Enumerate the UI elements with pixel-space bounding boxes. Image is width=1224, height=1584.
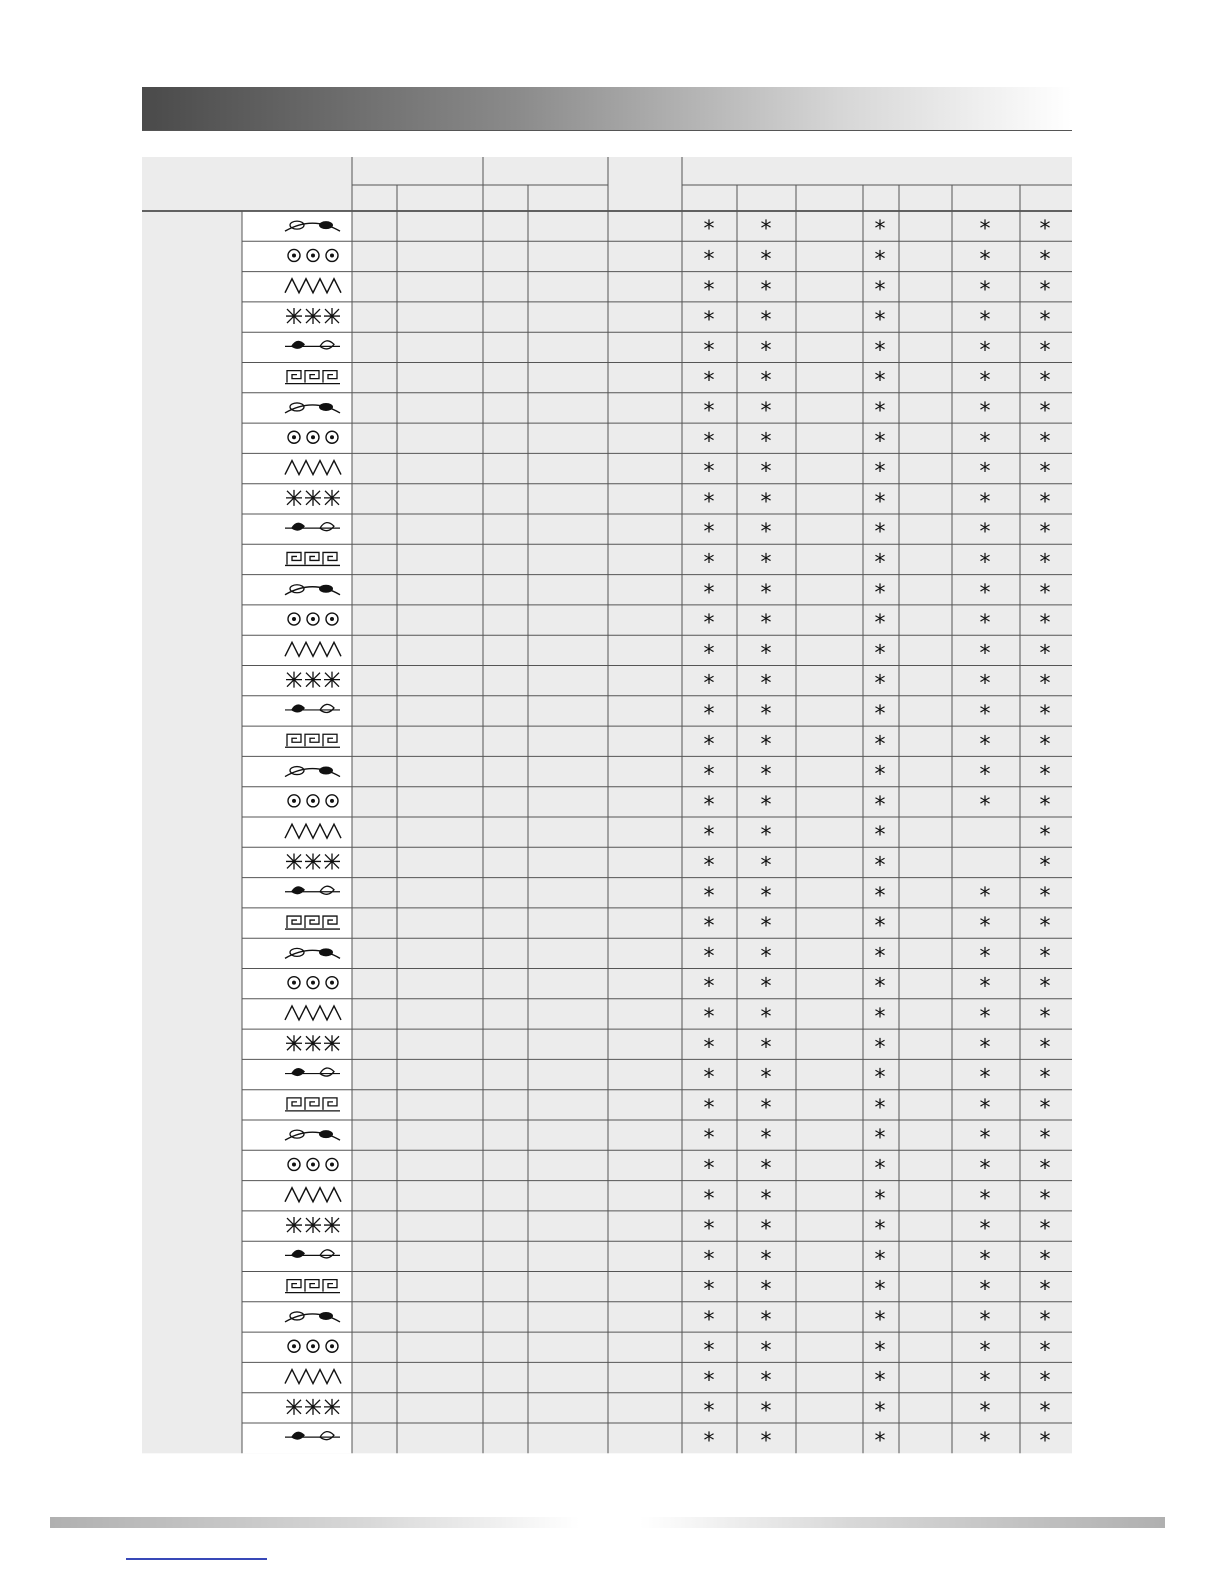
availability-star: * <box>1039 1338 1051 1364</box>
availability-star: * <box>703 1398 715 1424</box>
pattern-icon-column <box>242 211 352 1453</box>
availability-star: * <box>760 732 772 758</box>
availability-star: * <box>760 277 772 303</box>
availability-star: * <box>703 1065 715 1091</box>
availability-star: * <box>703 1247 715 1273</box>
availability-star: * <box>874 883 886 909</box>
availability-star: * <box>1039 641 1051 667</box>
availability-star: * <box>760 701 772 727</box>
availability-star: * <box>979 338 991 364</box>
availability-star: * <box>703 1338 715 1364</box>
availability-star: * <box>874 1095 886 1121</box>
availability-star: * <box>874 1247 886 1273</box>
availability-star: * <box>1039 1429 1051 1455</box>
availability-star: * <box>703 1095 715 1121</box>
availability-star: * <box>703 368 715 394</box>
availability-star: * <box>1039 550 1051 576</box>
availability-star: * <box>874 701 886 727</box>
availability-star: * <box>1039 247 1051 273</box>
availability-star: * <box>760 1277 772 1303</box>
availability-star: * <box>874 914 886 940</box>
availability-star: * <box>760 459 772 485</box>
availability-star: * <box>703 580 715 606</box>
availability-star: * <box>760 217 772 243</box>
footer-bar-right <box>640 1517 1165 1528</box>
availability-star: * <box>703 732 715 758</box>
availability-star: * <box>979 398 991 424</box>
availability-star: * <box>703 914 715 940</box>
availability-star: * <box>979 671 991 697</box>
availability-star: * <box>874 368 886 394</box>
availability-star: * <box>979 550 991 576</box>
availability-star: * <box>760 1307 772 1333</box>
availability-star: * <box>979 762 991 788</box>
availability-star: * <box>979 974 991 1000</box>
availability-star: * <box>874 853 886 879</box>
availability-star: * <box>760 520 772 546</box>
availability-star: * <box>979 883 991 909</box>
availability-star: * <box>703 1217 715 1243</box>
availability-star: * <box>979 611 991 637</box>
availability-star: * <box>979 1307 991 1333</box>
availability-star: * <box>1039 792 1051 818</box>
availability-star: * <box>703 883 715 909</box>
availability-star: * <box>979 1368 991 1394</box>
availability-star: * <box>1039 671 1051 697</box>
availability-star: * <box>703 701 715 727</box>
availability-star: * <box>979 580 991 606</box>
availability-star: * <box>979 1429 991 1455</box>
availability-star: * <box>703 853 715 879</box>
availability-star: * <box>1039 459 1051 485</box>
availability-star: * <box>979 429 991 455</box>
availability-star: * <box>874 277 886 303</box>
availability-star: * <box>1039 368 1051 394</box>
availability-star: * <box>979 1004 991 1030</box>
availability-star: * <box>874 550 886 576</box>
availability-star: * <box>874 338 886 364</box>
availability-star: * <box>979 1277 991 1303</box>
availability-star: * <box>760 1095 772 1121</box>
availability-star: * <box>874 1156 886 1182</box>
availability-star: * <box>703 550 715 576</box>
availability-star: * <box>760 974 772 1000</box>
availability-star: * <box>1039 308 1051 334</box>
availability-star: * <box>760 368 772 394</box>
availability-star: * <box>760 823 772 849</box>
availability-star: * <box>1039 1398 1051 1424</box>
availability-star: * <box>760 550 772 576</box>
availability-star: * <box>874 823 886 849</box>
availability-star: * <box>874 1429 886 1455</box>
availability-star: * <box>874 1398 886 1424</box>
availability-star: * <box>1039 611 1051 637</box>
availability-star: * <box>760 338 772 364</box>
availability-star: * <box>703 429 715 455</box>
availability-star: * <box>703 1186 715 1212</box>
availability-star: * <box>874 1368 886 1394</box>
availability-star: * <box>760 1065 772 1091</box>
availability-star: * <box>979 368 991 394</box>
availability-star: * <box>760 1338 772 1364</box>
availability-star: * <box>874 641 886 667</box>
availability-star: * <box>874 792 886 818</box>
availability-star: * <box>1039 1186 1051 1212</box>
availability-star: * <box>703 338 715 364</box>
availability-star: * <box>760 489 772 515</box>
availability-star: * <box>979 1398 991 1424</box>
availability-star: * <box>1039 883 1051 909</box>
availability-star: * <box>979 277 991 303</box>
availability-star: * <box>1039 974 1051 1000</box>
availability-star: * <box>874 1035 886 1061</box>
availability-star: * <box>1039 1277 1051 1303</box>
availability-star: * <box>760 1368 772 1394</box>
availability-star: * <box>760 641 772 667</box>
availability-star: * <box>874 217 886 243</box>
availability-star: * <box>874 247 886 273</box>
availability-star: * <box>703 1156 715 1182</box>
availability-star: * <box>703 308 715 334</box>
availability-star: * <box>979 1035 991 1061</box>
availability-star: * <box>760 1126 772 1152</box>
lotus-icon <box>286 308 340 324</box>
availability-star: * <box>1039 1004 1051 1030</box>
availability-star: * <box>703 944 715 970</box>
availability-star: * <box>1039 732 1051 758</box>
availability-star: * <box>979 520 991 546</box>
availability-star: * <box>703 520 715 546</box>
availability-star: * <box>1039 701 1051 727</box>
availability-star: * <box>1039 580 1051 606</box>
availability-star: * <box>703 1035 715 1061</box>
availability-star: * <box>979 732 991 758</box>
availability-star: * <box>1039 1126 1051 1152</box>
availability-star: * <box>1039 1095 1051 1121</box>
availability-star: * <box>703 277 715 303</box>
availability-star: * <box>760 1429 772 1455</box>
availability-star: * <box>874 1277 886 1303</box>
availability-star: * <box>874 1338 886 1364</box>
availability-star: * <box>979 701 991 727</box>
availability-star: * <box>979 1126 991 1152</box>
availability-star: * <box>874 1217 886 1243</box>
availability-star: * <box>979 1095 991 1121</box>
availability-star: * <box>760 611 772 637</box>
availability-star: * <box>874 671 886 697</box>
availability-star: * <box>979 1247 991 1273</box>
availability-star: * <box>874 308 886 334</box>
availability-star: * <box>760 398 772 424</box>
availability-star: * <box>703 1277 715 1303</box>
availability-star: * <box>874 398 886 424</box>
availability-star: * <box>703 792 715 818</box>
availability-star: * <box>1039 217 1051 243</box>
availability-star: * <box>979 1186 991 1212</box>
availability-star: * <box>760 853 772 879</box>
availability-star: * <box>760 429 772 455</box>
availability-star: * <box>760 1247 772 1273</box>
availability-star: * <box>1039 1307 1051 1333</box>
availability-star: * <box>760 308 772 334</box>
availability-star: * <box>979 1156 991 1182</box>
availability-star: * <box>874 1307 886 1333</box>
availability-star: * <box>760 580 772 606</box>
availability-star: * <box>760 1156 772 1182</box>
availability-star: * <box>703 1368 715 1394</box>
availability-star: * <box>703 1307 715 1333</box>
availability-star: * <box>703 489 715 515</box>
availability-star: * <box>1039 762 1051 788</box>
availability-star: * <box>874 1065 886 1091</box>
availability-star: * <box>1039 853 1051 879</box>
availability-star: * <box>874 459 886 485</box>
availability-star: * <box>703 1429 715 1455</box>
availability-star: * <box>1039 489 1051 515</box>
stem-flower-icon <box>286 853 340 869</box>
availability-star: * <box>703 611 715 637</box>
availability-star: * <box>760 914 772 940</box>
availability-star: * <box>874 1004 886 1030</box>
availability-star: * <box>703 217 715 243</box>
availability-star: * <box>979 308 991 334</box>
availability-star: * <box>1039 398 1051 424</box>
availability-star: * <box>874 520 886 546</box>
availability-star: * <box>703 762 715 788</box>
checker-peaks-icon <box>286 1399 340 1415</box>
availability-star: * <box>1039 338 1051 364</box>
availability-star: * <box>760 792 772 818</box>
availability-star: * <box>703 1126 715 1152</box>
availability-star: * <box>760 1186 772 1212</box>
availability-star: * <box>703 1004 715 1030</box>
availability-star: * <box>703 974 715 1000</box>
availability-star: * <box>760 671 772 697</box>
availability-star: * <box>1039 944 1051 970</box>
availability-star: * <box>703 823 715 849</box>
footer-bar-left <box>50 1517 580 1528</box>
tulip-row-icon <box>286 490 340 506</box>
availability-star: * <box>760 1398 772 1424</box>
availability-star: * <box>874 1126 886 1152</box>
availability-star: * <box>874 732 886 758</box>
pine-trees-icon <box>286 1035 340 1051</box>
availability-star: * <box>1039 1065 1051 1091</box>
availability-star: * <box>760 247 772 273</box>
availability-star: * <box>1039 429 1051 455</box>
availability-star: * <box>979 459 991 485</box>
availability-star: * <box>874 974 886 1000</box>
availability-star: * <box>703 398 715 424</box>
availability-star: * <box>979 944 991 970</box>
availability-star: * <box>1039 1247 1051 1273</box>
availability-star: * <box>979 792 991 818</box>
availability-star: * <box>760 1035 772 1061</box>
availability-star: * <box>1039 1368 1051 1394</box>
availability-star: * <box>703 641 715 667</box>
availability-star: * <box>1039 914 1051 940</box>
availability-star: * <box>703 671 715 697</box>
availability-star: * <box>1039 1217 1051 1243</box>
availability-star: * <box>1039 1035 1051 1061</box>
availability-star: * <box>760 944 772 970</box>
availability-star: * <box>703 247 715 273</box>
availability-star: * <box>1039 277 1051 303</box>
availability-star: * <box>979 247 991 273</box>
availability-star: * <box>874 944 886 970</box>
availability-star: * <box>1039 823 1051 849</box>
availability-star: * <box>979 1065 991 1091</box>
availability-star: * <box>979 914 991 940</box>
availability-star: * <box>874 1186 886 1212</box>
availability-star: * <box>760 1217 772 1243</box>
lattice-band-icon <box>286 1217 340 1233</box>
availability-star: * <box>1039 1156 1051 1182</box>
availability-star: * <box>874 429 886 455</box>
availability-star: * <box>703 459 715 485</box>
footer-link-underline[interactable] <box>126 1558 267 1560</box>
availability-star: * <box>874 489 886 515</box>
availability-star: * <box>979 1217 991 1243</box>
availability-star: * <box>760 883 772 909</box>
daisy-chain-icon <box>286 672 340 688</box>
availability-star: * <box>874 762 886 788</box>
availability-star: * <box>979 641 991 667</box>
availability-star: * <box>979 489 991 515</box>
availability-star: * <box>979 217 991 243</box>
availability-star: * <box>874 580 886 606</box>
availability-star: * <box>760 762 772 788</box>
availability-star: * <box>979 1338 991 1364</box>
availability-star: * <box>874 611 886 637</box>
availability-star: * <box>1039 520 1051 546</box>
availability-star: * <box>760 1004 772 1030</box>
